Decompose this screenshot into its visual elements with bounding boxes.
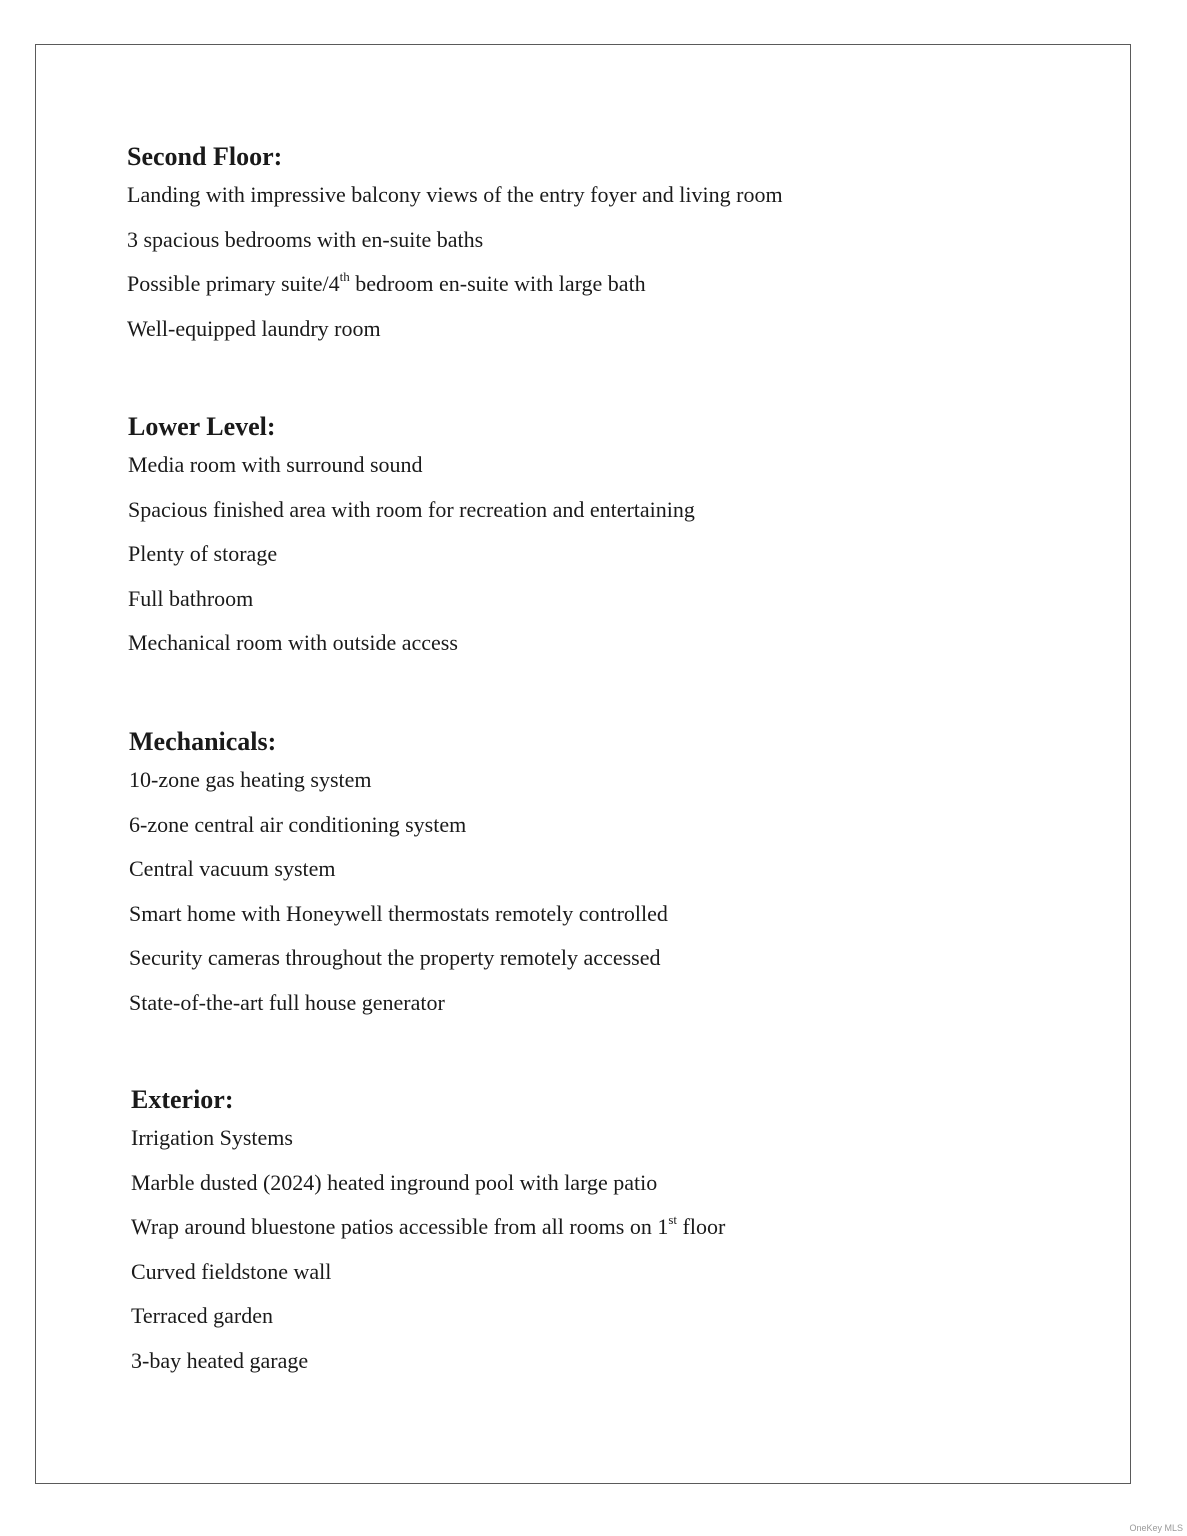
list-item: Media room with surround sound bbox=[128, 452, 423, 477]
section-title: Exterior: bbox=[131, 1085, 234, 1114]
feature-list bbox=[131, 1126, 725, 1373]
list-item: Plenty of storage bbox=[128, 541, 278, 566]
section-title: Lower Level: bbox=[128, 412, 276, 441]
section-second-floor bbox=[127, 142, 783, 361]
feature-list bbox=[129, 768, 668, 1015]
list-item: State-of-the-art full house generator bbox=[129, 989, 445, 1015]
section-exterior bbox=[131, 1085, 725, 1393]
section-title: Mechanicals: bbox=[129, 727, 277, 756]
item-text: bedroom en-suite with large bath bbox=[349, 271, 646, 296]
list-item: 3 spacious bedrooms with en-suite baths bbox=[127, 226, 484, 252]
section-lower-level bbox=[128, 412, 695, 676]
list-item bbox=[131, 1211, 726, 1239]
list-item: Curved fieldstone wall bbox=[131, 1258, 332, 1284]
list-item: Smart home with Honeywell thermostats remotely controlled bbox=[129, 900, 668, 926]
ordinal-suffix: th bbox=[339, 268, 350, 284]
section-mechanicals bbox=[129, 727, 668, 1035]
feature-list bbox=[127, 183, 783, 341]
item-text: floor bbox=[677, 1214, 726, 1239]
list-item: Terraced garden bbox=[131, 1303, 273, 1328]
item-text: Possible primary suite/4 bbox=[127, 271, 340, 296]
list-item: Irrigation Systems bbox=[131, 1125, 293, 1150]
list-item: Spacious finished area with room for recreation and entertaining bbox=[128, 496, 695, 522]
list-item: Mechanical room with outside access bbox=[128, 630, 458, 655]
item-text: Wrap around bluestone patios accessible from all rooms on 1 bbox=[131, 1214, 669, 1239]
feature-list bbox=[128, 453, 695, 655]
list-item: Well-equipped laundry room bbox=[127, 315, 381, 341]
list-item: 3-bay heated garage bbox=[131, 1347, 309, 1373]
list-item: Security cameras throughout the property remotely accessed bbox=[129, 945, 661, 970]
list-item: Landing with impressive balcony views of the entry foyer and living room bbox=[127, 182, 783, 207]
list-item bbox=[127, 268, 783, 296]
section-title: Second Floor: bbox=[127, 142, 283, 171]
ordinal-suffix: st bbox=[668, 1211, 678, 1227]
list-item: 10-zone gas heating system bbox=[129, 767, 372, 792]
list-item: Marble dusted (2024) heated inground pool with large patio bbox=[131, 1169, 658, 1195]
list-item: 6-zone central air conditioning system bbox=[129, 811, 467, 837]
list-item: Central vacuum system bbox=[129, 856, 336, 881]
watermark: OneKey MLS bbox=[1129, 1523, 1183, 1533]
list-item: Full bathroom bbox=[128, 585, 254, 611]
